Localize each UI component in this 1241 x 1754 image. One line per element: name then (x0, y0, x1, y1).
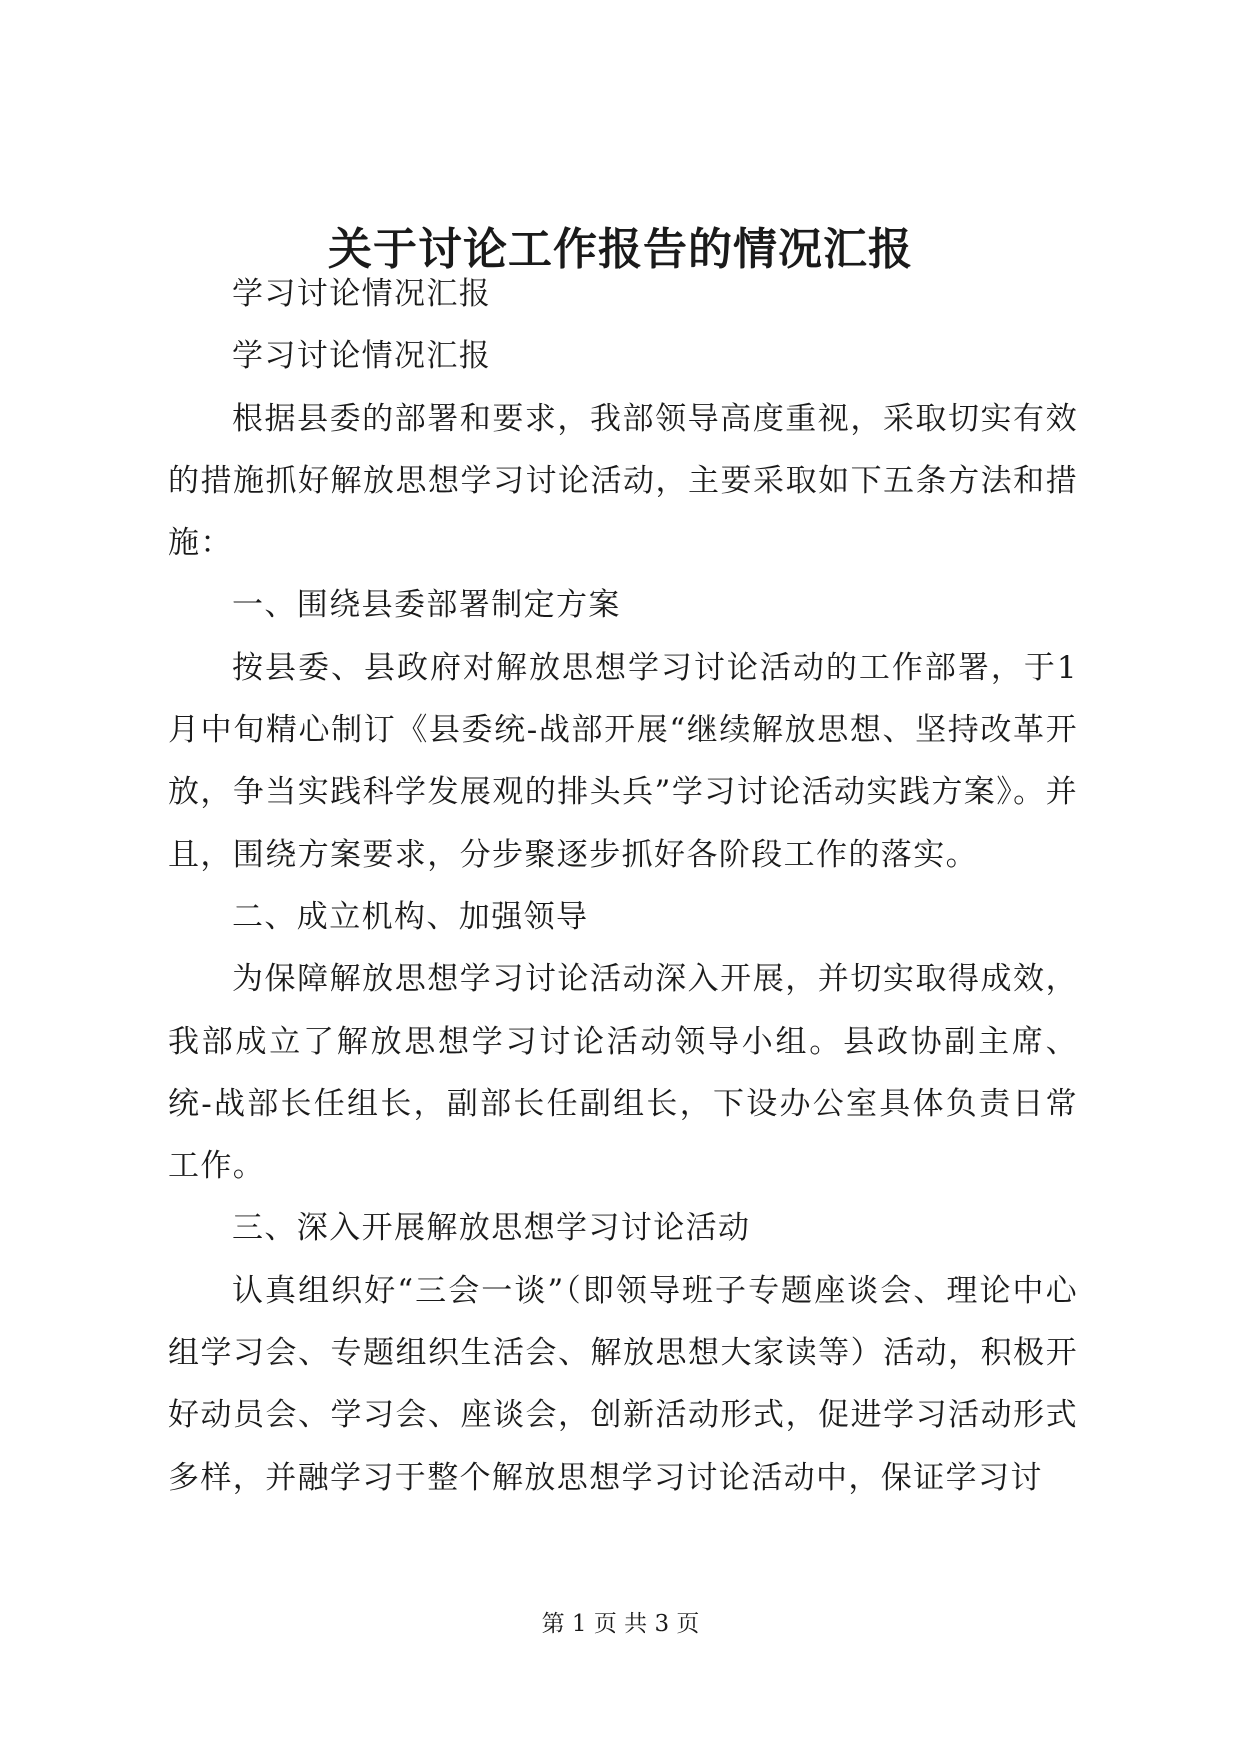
page-number-footer: 第 1 页 共 3 页 (541, 1611, 700, 1637)
paragraph-subtitle-1: 学习讨论情况汇报 (232, 276, 492, 312)
section-heading-3: 三、深入开展解放思想学习讨论活动 (232, 1210, 751, 1247)
document-title: 关于讨论工作报告的情况汇报 (328, 224, 913, 275)
paragraph-section-2: 为保障解放思想学习讨论活动深入开展，并切实取得成效，我部成立了解放思想学习讨论活动领导小组。县政协副主席、统-战部长任组长，副部长任副组长，下设办公室具体负责日常工作。 (168, 961, 1078, 1185)
paragraph-section-3: 认真组织好“三会一谈”（即领导班子专题座谈会、理论中心组学习会、专题组织生活会、解放思想大家读等）活动，积极开好动员会、学习会、座谈会，创新活动形式，促进学习活动形式多样，并融学习于整个解放思想学习讨论活动中，保证学习讨 (168, 1272, 1078, 1496)
paragraph-subtitle-2: 学习讨论情况汇报 (232, 338, 492, 375)
paragraph-section-1: 按县委、县政府对解放思想学习讨论活动的工作部署，于1月中旬精心制订《县委统-战部开展“继续解放思想、坚持改革开放，争当实践科学发展观的排头兵”学习讨论活动实践方案》。并且，围绕方案要求，分步聚逐步抓好各阶段工作的落实。 (168, 649, 1078, 873)
paragraph-intro: 根据县委的部署和要求，我部领导高度重视，采取切实有效的措施抓好解放思想学习讨论活动，主要采取如下五条方法和措施： (168, 400, 1078, 562)
section-heading-2: 二、成立机构、加强领导 (232, 898, 589, 935)
document-body (168, 263, 1078, 1509)
section-heading-1: 一、围绕县委部署制定方案 (232, 587, 621, 624)
